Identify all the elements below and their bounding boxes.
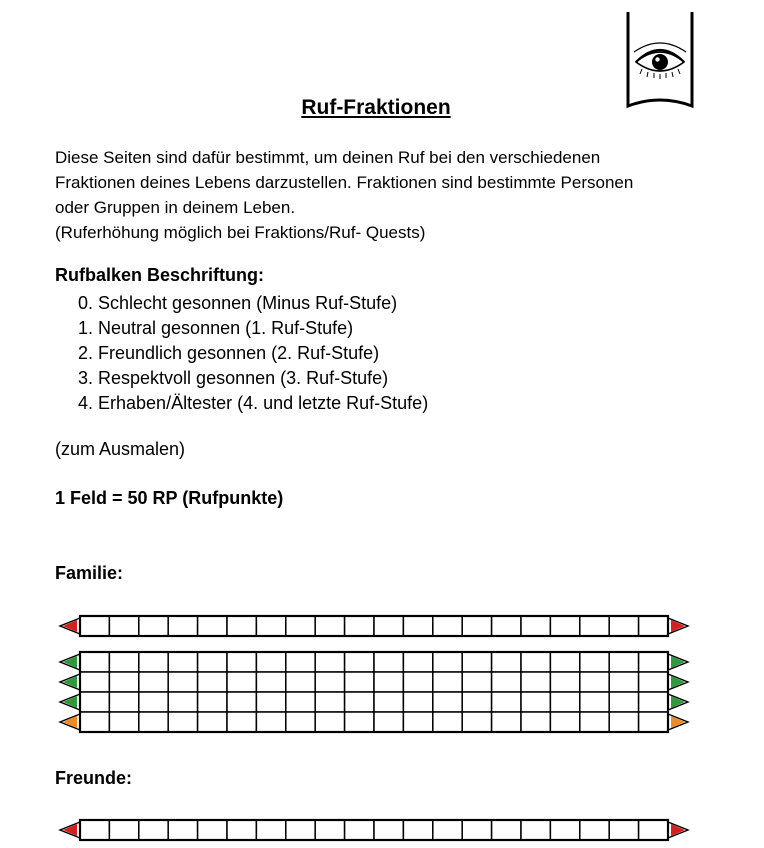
bar-cell <box>433 616 462 636</box>
legend-item: 0. Schlecht gesonnen (Minus Ruf-Stufe) <box>78 293 398 313</box>
bar-cell <box>256 672 285 692</box>
paint-note: (zum Ausmalen) <box>55 439 186 459</box>
bar-cell <box>227 616 256 636</box>
bar-cell <box>492 820 521 840</box>
legend-item: 4. Erhaben/Ältester (4. und letzte Ruf-Stufe) <box>78 393 429 413</box>
bar-cell <box>139 672 168 692</box>
bar-cell <box>345 652 374 672</box>
bar-cell <box>374 652 403 672</box>
bar-cell <box>227 672 256 692</box>
bar-cell <box>286 616 315 636</box>
bar-cell <box>80 652 109 672</box>
bar-cell <box>492 652 521 672</box>
bar-cell <box>139 616 168 636</box>
bar-cell <box>433 652 462 672</box>
bar-cell <box>286 692 315 712</box>
bar-cell <box>580 672 609 692</box>
bar-cell <box>580 616 609 636</box>
bar-cell <box>580 712 609 732</box>
bar-cell <box>80 692 109 712</box>
bar-cell <box>462 672 491 692</box>
bar-cell <box>550 652 579 672</box>
bar-cell <box>198 652 227 672</box>
bar-cell <box>168 652 197 672</box>
bar-cell <box>374 672 403 692</box>
bar-cell <box>109 652 138 672</box>
intro-line: Diese Seiten sind dafür bestimmt, um deinen Ruf bei den verschiedenen <box>55 148 601 167</box>
bar-cell <box>109 692 138 712</box>
bar-cell <box>521 652 550 672</box>
reputation-bar-familie-stack[interactable] <box>0 648 764 740</box>
bar-cell <box>374 712 403 732</box>
bar-cell <box>492 712 521 732</box>
intro-text <box>55 145 633 245</box>
reputation-bar-freunde-0[interactable] <box>0 816 764 848</box>
bar-cell <box>345 616 374 636</box>
bar-cell <box>109 616 138 636</box>
bar-cell <box>198 616 227 636</box>
bar-cell <box>550 692 579 712</box>
bar-cell <box>521 616 550 636</box>
bar-cell <box>168 712 197 732</box>
intro-line: oder Gruppen in deinem Leben. <box>55 198 296 217</box>
bar-cell <box>433 672 462 692</box>
bar-cell <box>168 692 197 712</box>
page-title: Ruf-Fraktionen <box>301 96 451 119</box>
bar-cell <box>550 672 579 692</box>
bar-cell <box>315 616 344 636</box>
bar-cell <box>227 692 256 712</box>
section-label-familie: Familie: <box>55 563 124 583</box>
bar-cell <box>462 692 491 712</box>
bar-cell <box>403 712 432 732</box>
bar-cell <box>256 712 285 732</box>
bar-cell <box>609 672 638 692</box>
bar-cell <box>374 692 403 712</box>
bar-cell <box>80 672 109 692</box>
bar-cell <box>109 672 138 692</box>
bar-cell <box>403 616 432 636</box>
bar-cell <box>139 652 168 672</box>
eye-in-frame-icon <box>624 10 696 110</box>
bar-cell <box>315 652 344 672</box>
bar-cell <box>315 820 344 840</box>
bar-cell <box>639 712 668 732</box>
bar-cell <box>139 692 168 712</box>
bar-cell <box>433 820 462 840</box>
bar-cell <box>109 820 138 840</box>
bar-cell <box>168 616 197 636</box>
bar-cell <box>315 712 344 732</box>
reputation-bar-familie-0[interactable] <box>0 612 764 644</box>
bar-cell <box>286 712 315 732</box>
bar-cell <box>580 820 609 840</box>
bar-cell <box>609 616 638 636</box>
bar-cell <box>492 692 521 712</box>
bar-cell <box>80 820 109 840</box>
bar-cell <box>315 692 344 712</box>
bar-cell <box>227 652 256 672</box>
bar-cell <box>168 820 197 840</box>
bar-cell <box>256 820 285 840</box>
bar-cell <box>433 692 462 712</box>
bar-cell <box>345 692 374 712</box>
bar-cell <box>462 712 491 732</box>
legend-list <box>78 291 428 416</box>
section-label-freunde: Freunde: <box>55 768 133 788</box>
bar-cell <box>403 672 432 692</box>
field-note: 1 Feld = 50 RP (Rufpunkte) <box>55 488 284 508</box>
bar-cell <box>286 672 315 692</box>
bar-cell <box>462 652 491 672</box>
intro-line: (Ruferhöhung möglich bei Fraktions/Ruf- Quests) <box>55 223 426 242</box>
bar-cell <box>345 672 374 692</box>
bar-cell <box>433 712 462 732</box>
bar-cell <box>80 616 109 636</box>
bar-cell <box>403 692 432 712</box>
bar-cell <box>609 712 638 732</box>
bar-cell <box>315 672 344 692</box>
bar-cell <box>345 820 374 840</box>
bar-cell <box>580 692 609 712</box>
legend-heading: Rufbalken Beschriftung: <box>55 265 265 285</box>
bar-cell <box>550 712 579 732</box>
bar-cell <box>492 616 521 636</box>
bar-cell <box>198 672 227 692</box>
bar-cell <box>374 616 403 636</box>
bar-cell <box>80 712 109 732</box>
bar-cell <box>198 712 227 732</box>
bar-cell <box>374 820 403 840</box>
bar-cell <box>521 672 550 692</box>
bar-cell <box>256 692 285 712</box>
bar-cell <box>403 652 432 672</box>
bar-cell <box>609 652 638 672</box>
bar-cell <box>580 652 609 672</box>
bar-cell <box>227 712 256 732</box>
bar-cell <box>609 692 638 712</box>
bar-cell <box>139 820 168 840</box>
bar-cell <box>521 692 550 712</box>
bar-cell <box>286 820 315 840</box>
bar-cell <box>550 820 579 840</box>
bar-cell <box>639 820 668 840</box>
bar-cell <box>227 820 256 840</box>
bar-cell <box>609 820 638 840</box>
bar-cell <box>109 712 138 732</box>
bar-cell <box>462 820 491 840</box>
bar-cell <box>345 712 374 732</box>
bar-cell <box>403 820 432 840</box>
legend-item: 3. Respektvoll gesonnen (3. Ruf-Stufe) <box>78 368 389 388</box>
intro-line: Fraktionen deines Lebens darzustellen. Fraktionen sind bestimmte Personen <box>55 173 634 192</box>
bar-cell <box>168 672 197 692</box>
bar-cell <box>639 672 668 692</box>
bar-cell <box>198 692 227 712</box>
bar-cell <box>639 692 668 712</box>
bar-cell <box>639 652 668 672</box>
legend-item: 1. Neutral gesonnen (1. Ruf-Stufe) <box>78 318 354 338</box>
bar-cell <box>286 652 315 672</box>
bar-cell <box>639 616 668 636</box>
bar-cell <box>521 712 550 732</box>
bar-cell <box>492 672 521 692</box>
bar-cell <box>550 616 579 636</box>
bar-cell <box>198 820 227 840</box>
bar-cell <box>256 616 285 636</box>
bar-cell <box>139 712 168 732</box>
bar-cell <box>521 820 550 840</box>
legend-item: 2. Freundlich gesonnen (2. Ruf-Stufe) <box>78 343 380 363</box>
bar-cell <box>462 616 491 636</box>
bar-cell <box>256 652 285 672</box>
